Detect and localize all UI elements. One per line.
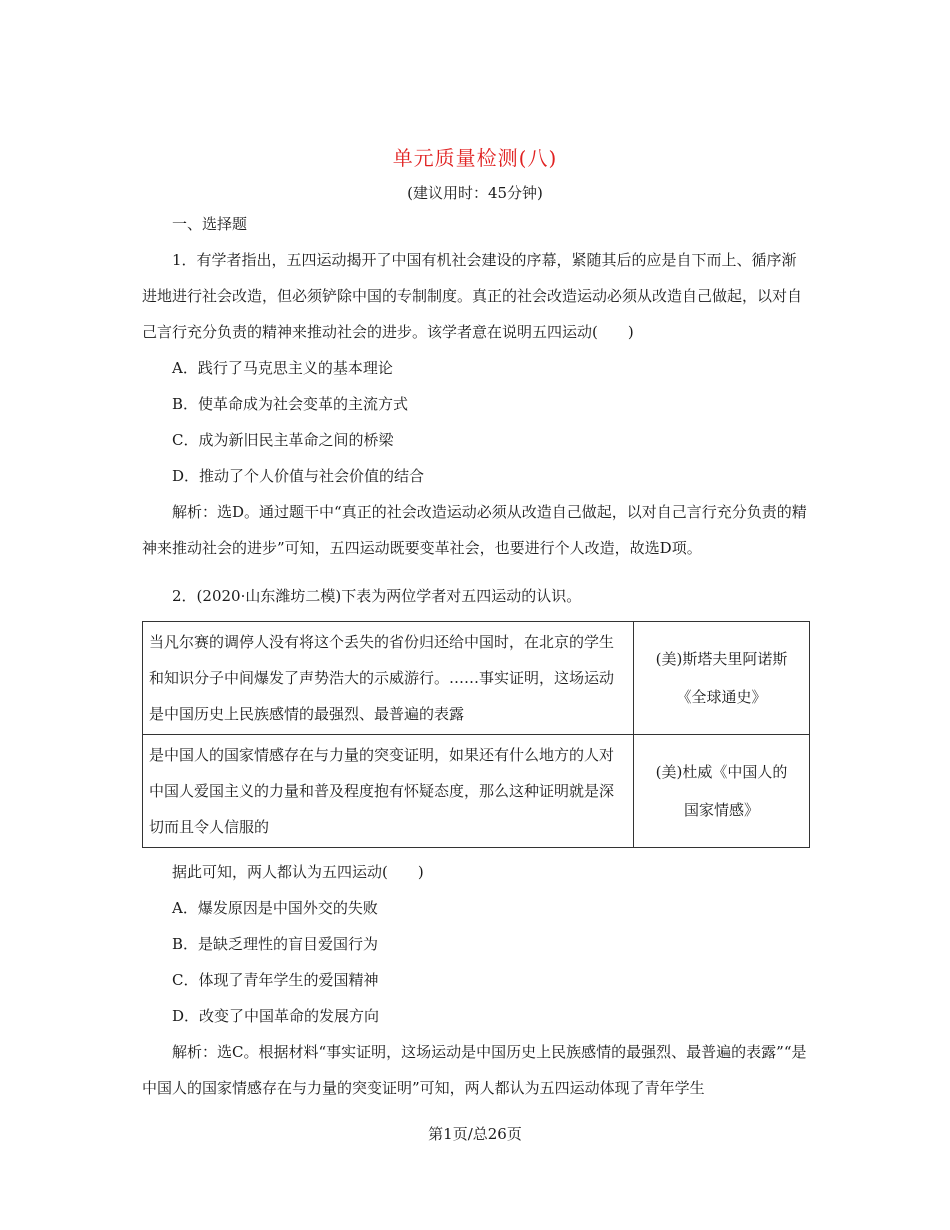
table-row	[143, 735, 810, 848]
question-2-options	[142, 854, 810, 1106]
source-line: 国家情感》	[683, 801, 759, 819]
source-line: 《全球通史》	[676, 688, 767, 706]
page-footer: 第1页/总26页	[428, 1125, 522, 1143]
source-cell	[634, 622, 810, 735]
option-d: D．改变了中国革命的发展方向	[172, 1007, 380, 1025]
source-cell	[634, 735, 810, 848]
table-row	[143, 622, 810, 735]
option-b: B．使革命成为社会变革的主流方式	[172, 395, 409, 413]
scholar-views-table	[142, 621, 810, 848]
analysis: 解析：选D。通过题干中“真正的社会改造运动必须从改造自己做起，以对自己言行充分负责的精神来推动社会的进步”可知，五四运动既要变革社会，也要进行个人改造，故选D项。	[142, 503, 807, 557]
question-2-stem	[142, 578, 810, 614]
page-title: 单元质量检测(八)	[392, 146, 558, 170]
quote-cell: 当凡尔赛的调停人没有将这个丢失的省份归还给中国时，在北京的学生和知识分子中间爆发了声势浩大的示威游行。……事实证明，这场运动是中国历史上民族感情的最强烈、最普遍的表露	[143, 622, 634, 735]
question-1	[142, 242, 810, 566]
question-stem: 1．有学者指出，五四运动揭开了中国有机社会建设的序幕，紧随其后的应是自下而上、循序渐进地进行社会改造，但必须铲除中国的专制制度。真正的社会改造运动必须从改造自己做起，以对自己言行充分负责的精神来推动社会的进步。该学者意在说明五四运动( )	[142, 251, 803, 341]
option-a: A．爆发原因是中国外交的失败	[172, 899, 378, 917]
quote-cell: 是中国人的国家情感存在与力量的突变证明，如果还有什么地方的人对中国人爱国主义的力量和普及程度抱有怀疑态度，那么这种证明就是深切而且令人信服的	[143, 735, 634, 848]
source-line: (美)杜威《中国人的	[655, 763, 788, 781]
question-prompt: 据此可知，两人都认为五四运动( )	[172, 863, 424, 881]
option-b: B．是缺乏理性的盲目爱国行为	[172, 935, 379, 953]
option-a: A．践行了马克思主义的基本理论	[172, 359, 393, 377]
section-heading: 一、选择题	[172, 215, 248, 233]
option-c: C．体现了青年学生的爱国精神	[172, 971, 379, 989]
option-c: C．成为新旧民主革命之间的桥梁	[172, 431, 394, 449]
option-d: D．推动了个人价值与社会价值的结合	[172, 467, 425, 485]
source-line: (美)斯塔夫里阿诺斯	[655, 650, 788, 668]
page-subtitle: (建议用时：45分钟)	[407, 184, 543, 202]
analysis: 解析：选C。根据材料“事实证明，这场运动是中国历史上民族感情的最强烈、最普遍的表露”“是中国人的国家情感存在与力量的突变证明”可知，两人都认为五四运动体现了青年学生	[142, 1043, 807, 1097]
question-stem: 2．(2020·山东潍坊二模)下表为两位学者对五四运动的认识。	[172, 587, 582, 605]
